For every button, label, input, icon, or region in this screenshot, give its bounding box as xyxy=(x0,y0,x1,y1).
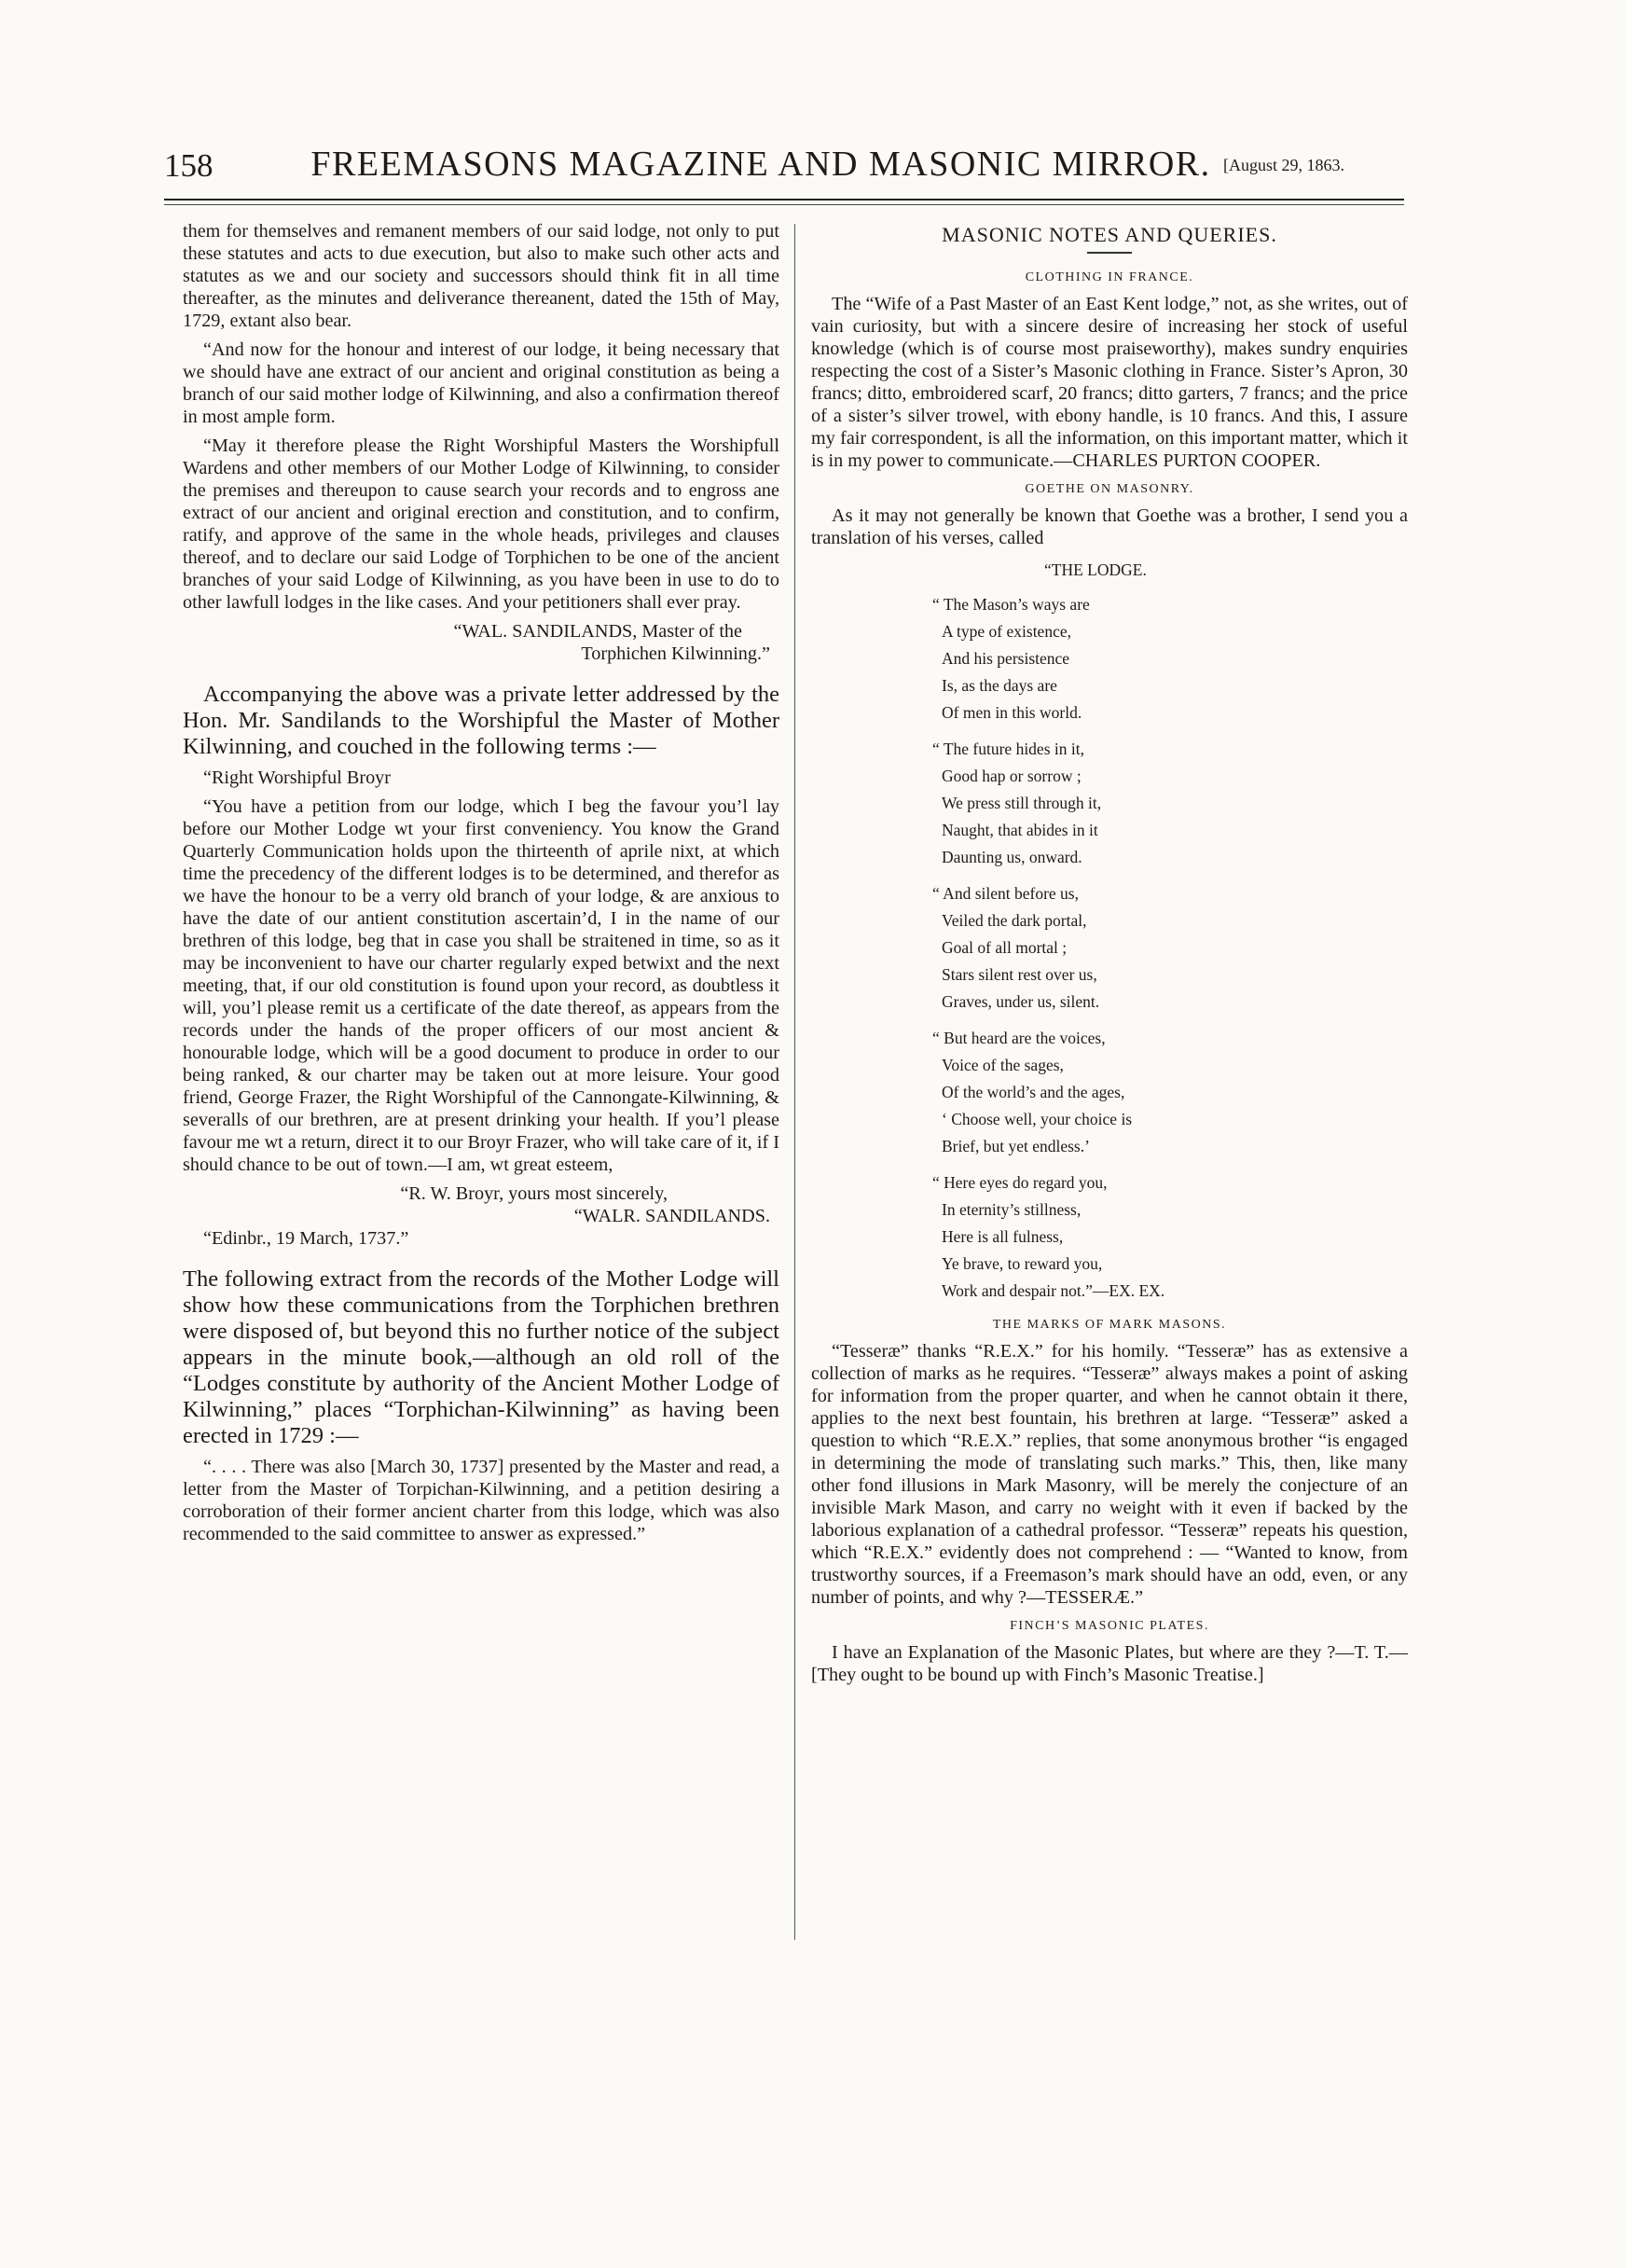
issue-date: [August 29, 1863. xyxy=(1223,156,1344,174)
right-column xyxy=(811,220,1408,1693)
poem-line: Voice of the sages, xyxy=(942,1056,1064,1074)
poem-stanza xyxy=(932,736,1408,871)
paragraph: “Tesseræ” thanks “R.E.X.” for his homily. “Tesseræ” has as extensive a collection of marks as he requires. “Tesseræ” always makes a point of asking for information from the proper quarter, and when he cannot obtain it there, applies to the next best fountain, his brethren at large. “Tesseræ” asked a question to which “R.E.X.” replies, that some anonymous brother “is engaged in determining the mode of translating such marks.” This, then, like many other fond illusions in Mark Masonry, will be merely the conjecture of an invisible Mark Mason, and carry no weight with it even if backed by the laborious explanation of a cathedral professor. “Tesseræ” repeats his question, which “R.E.X.” evidently does not comprehend : — “Wanted to know, from trustworthy sources, if a Freemason’s mark should have an odd, even, or any number of points, and why ?—TESSERÆ.” xyxy=(811,1341,1408,1608)
paragraph: “And now for the honour and interest of our lodge, it being necessary that we should have ane extract of our ancient and original constitution as being a branch of our said mother lodge of Kilwinning, and also a confirmation thereof in most ample form. xyxy=(183,339,779,427)
poem-line: “ Here eyes do regard you, xyxy=(932,1173,1108,1192)
signature: “R. W. Broyr, yours most sincerely, xyxy=(400,1183,668,1204)
poem-line: A type of existence, xyxy=(942,622,1071,641)
column-divider xyxy=(794,224,795,1940)
quoted-extract: “. . . . There was also [March 30, 1737] presented by the Master and read, a letter from the Master of Torpichan-Kilwinning, and a petition desiring a corroboration of their former ancient charter from this lodge, which was also recommended to the said committee to answer as expressed.” xyxy=(183,1457,779,1544)
poem-line: Brief, but yet endless.’ xyxy=(942,1137,1090,1155)
poem-line: Daunting us, onward. xyxy=(942,848,1082,866)
header-rule xyxy=(164,199,1404,201)
poem-line: Stars silent rest over us, xyxy=(942,965,1097,984)
poem-line: Here is all fulness, xyxy=(942,1227,1064,1246)
poem-line: Veiled the dark portal, xyxy=(942,911,1087,930)
poem-line: “ The Mason’s ways are xyxy=(932,595,1090,614)
poem-stanza xyxy=(932,591,1408,726)
title-rule xyxy=(1087,252,1132,254)
sub-heading: THE MARKS OF MARK MASONS. xyxy=(992,1318,1227,1332)
poem-line: Is, as the days are xyxy=(942,676,1057,695)
paragraph: Accompanying the above was a private letter addressed by the Hon. Mr. Sandilands to the Worshipful the Master of Mother Kilwinning, and couched in the following terms :— xyxy=(183,682,779,759)
signature: “WAL. SANDILANDS, Master of the xyxy=(453,621,742,642)
paragraph: The following extract from the records of the Mother Lodge will show how these communications from the Torphichen brethren were disposed of, but beyond this no further notice of the subject appears in the minute book,—although an old roll of the “Lodges constitute by authority of the Ancient Mother Lodge of Kilwinning,” places “Torphichan-Kilwinning” as having been erected in 1729 :— xyxy=(183,1266,779,1448)
page-number: 158 xyxy=(164,147,214,184)
poem-line: We press still through it, xyxy=(942,794,1102,812)
section-title: MASONIC NOTES AND QUERIES. xyxy=(942,223,1277,246)
poem-line: Ye brave, to reward you, xyxy=(942,1254,1103,1273)
poem-line: Goal of all mortal ; xyxy=(942,938,1068,957)
poem xyxy=(811,556,1408,1305)
letter-date: “Edinbr., 19 March, 1737.” xyxy=(203,1228,409,1249)
paragraph: “May it therefore please the Right Worshipful Masters the Worshipfull Wardens and other members of our Mother Lodge of Kilwinning, to consider the premises and thereupon to cause search your records and to engross ane extract of our ancient and original erection and constitution, and to confirm, ratify, and approve of the same in the whole heads, privileges and clauses thereof, and to declare our said Lodge of Torphichen to be one of the ancient branches of your said Lodge of Kilwinning, as you have been in use to do to other lawfull lodges in the like cases. And your petitioners shall ever pray. xyxy=(183,436,779,613)
sub-heading: CLOTHING IN FRANCE. xyxy=(1025,270,1194,284)
salutation: “Right Worshipful Broyr xyxy=(203,768,391,788)
signature: “WALR. SANDILANDS. xyxy=(573,1206,770,1226)
magazine-title: FREEMASONS MAGAZINE AND MASONIC MIRROR. xyxy=(310,145,1211,184)
poem-line: Graves, under us, silent. xyxy=(942,992,1100,1011)
letter-body: “You have a petition from our lodge, which I beg the favour you’l lay before our Mother Lodge wt your first conveniency. You know the Grand Quarterly Communication holds upon the thirteenth of aprile nixt, at which time the precedency of the different lodges is to be determined, and therefor as we have the honour to be a verry old branch of your lodge, & are anxious to have the date of our antient constitution ascertain’d, I in the name of our brethren of this lodge, beg that in case you shall be straitened in time, so as it may be inconvenient to have our charter regularly exped betwixt and the next meeting, that, if our old constitution is found upon your record, as doubtless it will, you’l please remit us a certificate of the date thereof, as appears from the records under the hands of the proper officers of our most ancient & honourable lodge, which will be a good document to produce in order to our being ranked, & our charter may be taken out at more leisure. Your good friend, George Frazer, the Right Worshipful of the Cannongate-Kilwinning, & severalls of our brethren, are at present drinking your health. If you’l please favour me wt a return, direct it to our Broyr Frazer, who will take care of it, if I should chance to be out of town.—I am, wt great esteem, xyxy=(183,796,779,1175)
paragraph: As it may not generally be known that Goethe was a brother, I send you a translation of his verses, called xyxy=(811,505,1408,548)
poem-title: “THE LODGE. xyxy=(1044,560,1147,579)
poem-line: And his persistence xyxy=(942,649,1070,668)
poem-line: “ But heard are the voices, xyxy=(932,1029,1106,1047)
poem-line: Work and despair not.”—EX. EX. xyxy=(942,1281,1165,1300)
header-rule-thin xyxy=(164,204,1404,205)
poem-line: Naught, that abides in it xyxy=(942,821,1098,839)
paragraph: them for themselves and remanent members of our said lodge, not only to put these statutes and acts to due execution, but also to make such other acts and statutes as we and our society and successors should think fit in all time thereafter, as the minutes and deliverance thereanent, dated the 15th of May, 1729, extant also bear. xyxy=(183,221,779,331)
poem-line: “ The future hides in it, xyxy=(932,740,1084,758)
sub-heading: GOETHE ON MASONRY. xyxy=(1025,482,1194,496)
signature: Torphichen Kilwinning.” xyxy=(581,643,770,664)
poem-line: Good hap or sorrow ; xyxy=(942,767,1082,785)
poem-line: In eternity’s stillness, xyxy=(942,1200,1082,1219)
poem-line: “ And silent before us, xyxy=(932,884,1079,903)
sub-heading: FINCH’S MASONIC PLATES. xyxy=(1010,1619,1209,1633)
left-column xyxy=(183,220,779,1552)
paragraph: The “Wife of a Past Master of an East Kent lodge,” not, as she writes, out of vain curiosity, but with a sincere desire of increasing her stock of useful knowledge (which is of course most praiseworthy), makes sundry enquiries respecting the cost of a Sister’s Masonic clothing in France. Sister’s Apron, 30 francs; ditto, embroidered scarf, 20 francs; ditto garters, 7 francs; and the price of a sister’s silver trowel, with ebony handle, is 10 francs. And this, I assure my fair correspondent, is all the information, on this important matter, which it is in my power to communicate.—CHARLES PURTON COOPER. xyxy=(811,294,1408,471)
paragraph: I have an Explanation of the Masonic Plates, but where are they ?—T. T.—[They ought to be bound up with Finch’s Masonic Treatise.] xyxy=(811,1642,1408,1685)
poem-stanza xyxy=(932,1025,1408,1160)
poem-line: Of the world’s and the ages, xyxy=(942,1083,1125,1101)
page-header xyxy=(164,140,1404,196)
poem-line: ‘ Choose well, your choice is xyxy=(942,1110,1133,1128)
poem-line: Of men in this world. xyxy=(942,703,1082,722)
poem-stanza xyxy=(932,1169,1408,1305)
poem-stanza xyxy=(932,880,1408,1016)
